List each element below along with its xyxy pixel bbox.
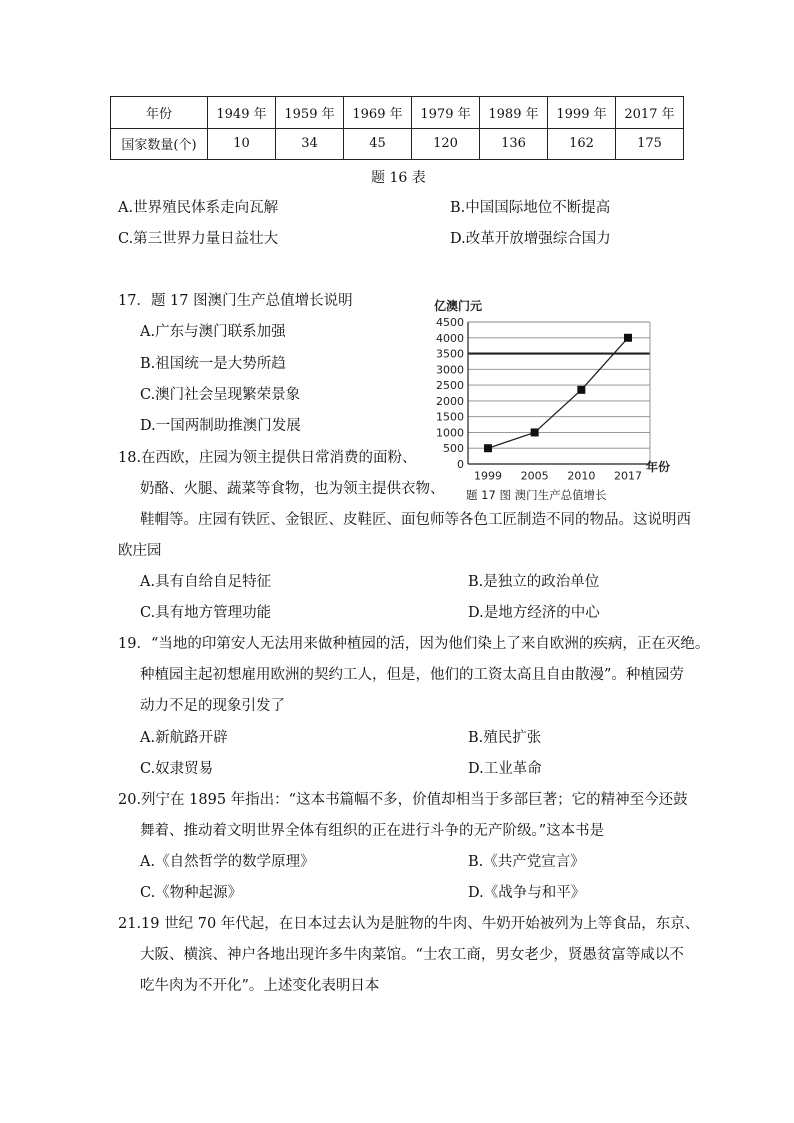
- y-tick-label: 3500: [436, 347, 464, 361]
- x-tick-label: 2005: [520, 469, 549, 483]
- q16-table-caption: 题 16 表: [371, 170, 426, 186]
- q21-stem-line-2: 大阪、横滨、神户各地出现许多牛肉菜馆。“士农工商，男女老少，贤愚贫富等咸以不: [140, 947, 684, 963]
- q21-stem-line-3: 吃牛肉为不开化”。上述变化表明日本: [140, 978, 380, 994]
- table-cell: 175: [616, 128, 684, 160]
- table-cell: 136: [480, 128, 548, 160]
- data-point-marker: [531, 428, 539, 436]
- y-tick-label: 3000: [436, 363, 464, 377]
- q17-option-a[interactable]: A.广东与澳门联系加强: [140, 324, 286, 340]
- x-tick-label: 1999: [474, 469, 502, 483]
- q16-table: [110, 96, 684, 160]
- q16-option-b[interactable]: B.中国国际地位不断提高: [450, 200, 611, 216]
- q21-stem-line-1: 21.19 世纪 70 年代起，在日本过去认为是脏物的牛肉、牛奶开始被列为上等食品，东京、: [118, 916, 700, 932]
- q19-option-c[interactable]: C.奴隶贸易: [140, 761, 214, 777]
- q19-stem-line-2: 种植园主起初想雇用欧洲的契约工人，但是，他们的工资太高且自由散漫”。种植园劳: [140, 667, 684, 683]
- y-tick-label: 4500: [436, 316, 464, 329]
- q18-option-c[interactable]: C.具有地方管理功能: [140, 605, 272, 621]
- q16-option-a[interactable]: A.世界殖民体系走向瓦解: [118, 200, 279, 216]
- table-cell: 120: [412, 128, 480, 160]
- y-axis-unit-label: 亿澳门元: [434, 299, 483, 313]
- table-cell: 10: [208, 128, 276, 160]
- q17-option-d[interactable]: D.一国两制助推澳门发展: [140, 418, 301, 434]
- y-tick-label: 2000: [436, 394, 464, 408]
- q19-option-b[interactable]: B.殖民扩张: [468, 730, 542, 746]
- q20-option-d[interactable]: D.《战争与和平》: [468, 885, 586, 901]
- q18-option-d[interactable]: D.是地方经济的中心: [468, 605, 600, 621]
- table-header-cell: 1969 年: [344, 97, 412, 129]
- q20-option-b[interactable]: B.《共产党宣言》: [468, 854, 585, 870]
- table-header-cell: 1949 年: [208, 97, 276, 129]
- q20-stem-line-1: 20.列宁在 1895 年指出：“这本书篇幅不多，价值却相当于多部巨著；它的精神至今还鼓: [118, 792, 688, 808]
- q19-option-d[interactable]: D.工业革命: [468, 761, 542, 777]
- q17-option-c[interactable]: C.澳门社会呈现繁荣景象: [140, 387, 301, 403]
- q17-chart-caption: 题 17 图 澳门生产总值增长: [466, 488, 607, 502]
- q18-stem-line-3: 鞋帽等。庄园有铁匠、金银匠、皮鞋匠、面包师等各色工匠制造不同的物品。这说明西: [140, 512, 691, 528]
- q18-option-b[interactable]: B.是独立的政治单位: [468, 574, 600, 590]
- table-header-cell: 年份: [111, 97, 208, 129]
- q19-stem-line-1: 19．“当地的印第安人无法用来做种植园的活，因为他们染上了来自欧洲的疾病，正在灭绝。: [118, 636, 710, 652]
- table-header-cell: 1959 年: [276, 97, 344, 129]
- q17-option-b[interactable]: B.祖国统一是大势所趋: [140, 356, 286, 372]
- y-tick-label: 1500: [436, 410, 464, 424]
- q17-line-chart: [420, 296, 682, 506]
- table-cell: 国家数量(个): [111, 128, 208, 160]
- data-point-marker: [484, 444, 492, 452]
- data-point-marker: [577, 386, 585, 394]
- q16-option-d[interactable]: D.改革开放增强综合国力: [450, 231, 611, 247]
- table-cell: 34: [276, 128, 344, 160]
- table-header-cell: 2017 年: [616, 97, 684, 129]
- q17-stem: 17．题 17 图澳门生产总值增长说明: [118, 293, 353, 309]
- data-point-marker: [624, 334, 632, 342]
- q20-option-c[interactable]: C.《物种起源》: [140, 885, 243, 901]
- table-row: [111, 128, 684, 160]
- table-header-cell: 1999 年: [548, 97, 616, 129]
- q20-option-a[interactable]: A.《自然哲学的数学原理》: [140, 854, 315, 870]
- table-header-cell: 1989 年: [480, 97, 548, 129]
- x-axis-unit-label: 年份: [646, 460, 671, 474]
- q19-option-a[interactable]: A.新航路开辟: [140, 730, 228, 746]
- table-cell: 45: [344, 128, 412, 160]
- q20-stem-line-2: 舞着、推动着文明世界全体有组织的正在进行斗争的无产阶级。”这本书是: [140, 823, 605, 839]
- y-tick-label: 1000: [436, 426, 464, 440]
- y-tick-label: 4000: [436, 331, 464, 345]
- x-tick-label: 2010: [567, 469, 596, 483]
- x-tick-label: 2017: [614, 469, 642, 483]
- q18-option-a[interactable]: A.具有自给自足特征: [140, 574, 272, 590]
- q18-stem-line-4: 欧庄园: [118, 543, 162, 559]
- q16-option-c[interactable]: C.第三世界力量日益壮大: [118, 231, 279, 247]
- q18-stem-line-1: 18.在西欧，庄园为领主提供日常消费的面粉、: [118, 450, 417, 466]
- table-header-cell: 1979 年: [412, 97, 480, 129]
- y-tick-label: 500: [443, 442, 464, 456]
- table-row: [111, 97, 684, 129]
- q19-stem-line-3: 动力不足的现象引发了: [140, 698, 285, 714]
- table-cell: 162: [548, 128, 616, 160]
- y-tick-label: 2500: [436, 379, 464, 393]
- y-tick-label: 0: [457, 458, 464, 471]
- q18-stem-line-2: 奶酪、火腿、蔬菜等食物，也为领主提供衣物、: [140, 481, 445, 497]
